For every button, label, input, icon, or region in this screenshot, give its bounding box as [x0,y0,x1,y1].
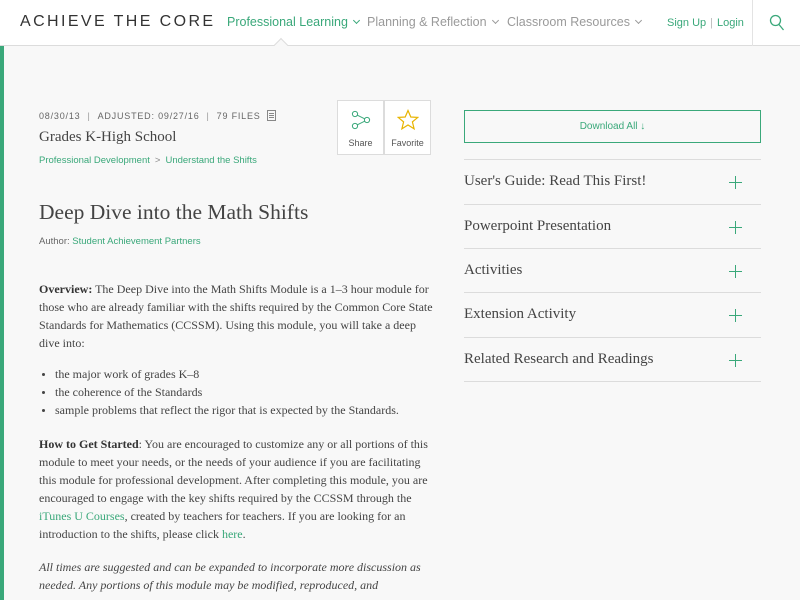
chevron-down-icon [635,17,642,24]
nav-label: Planning & Reflection [367,15,487,29]
adjusted-date: ADJUSTED: 09/27/16 [97,111,200,121]
share-button[interactable] [337,100,384,155]
site-header [0,0,800,46]
section-label: Related Research and Readings [464,351,654,367]
nav-professional-learning[interactable] [227,15,359,29]
section-powerpoint[interactable] [464,204,761,249]
resource-meta [39,110,276,121]
star-icon [397,109,419,131]
section-extension-activity[interactable] [464,292,761,337]
meta-divider: | [206,111,210,121]
favorite-label: Favorite [391,138,424,148]
page-title: Deep Dive into the Math Shifts [39,200,309,224]
auth-separator: | [710,17,713,29]
author-link[interactable]: Student Achievement Partners [72,236,201,247]
plus-icon[interactable] [729,309,742,322]
share-label: Share [348,138,373,148]
list-item: the major work of grades K–8 [39,365,434,383]
breadcrumb-separator: > [154,155,161,166]
file-count: 79 FILES [216,111,261,121]
section-related-research[interactable] [464,337,761,382]
overview-list [39,365,434,419]
overview-text: The Deep Dive into the Math Shifts Module is a 1–3 hour module for those who are already familiar with the shifts required by the Common Core State Standards for Mathematics (CCSSM). Using this module, you will take a deep dive into: [39,282,433,350]
section-label: Powerpoint Presentation [464,218,612,234]
plus-icon[interactable] [729,176,742,189]
itunes-courses-link[interactable]: iTunes U Courses [39,509,125,523]
resource-description [39,280,434,600]
overview-paragraph [39,280,434,352]
plus-icon[interactable] [729,265,742,278]
accent-bar [0,46,4,600]
breadcrumb [39,155,257,166]
chevron-down-icon [491,17,498,24]
breadcrumb-understand-shifts[interactable]: Understand the Shifts [165,155,257,166]
download-all-button[interactable]: Download All ↓ [464,110,761,143]
document-icon [267,110,276,121]
getting-started-text-3: . [242,527,246,541]
auth-links [667,17,744,29]
author-line [39,236,201,247]
section-users-guide[interactable] [464,159,761,204]
getting-started-label: How to Get Started [39,437,139,451]
chevron-down-icon [353,17,360,24]
here-link[interactable]: here [221,527,243,541]
times-note: All times are suggested and can be expanded to incorporate more discussion as needed. Any portions of this module may be modified, reproduced, and [39,560,421,592]
login-link[interactable]: Login [717,17,744,29]
nav-label: Classroom Resources [507,15,630,29]
nav-classroom-resources[interactable] [507,15,641,29]
posted-date: 08/30/13 [39,111,81,121]
search-button[interactable] [752,0,800,46]
site-logo[interactable]: ACHIEVE THE CORE [20,13,216,30]
nav-planning-reflection[interactable] [367,15,498,29]
sign-up-link[interactable]: Sign Up [667,17,707,29]
getting-started-text-2: , created by teachers for teachers. If you are looking for an introduction to the shifts, please click [39,509,406,541]
section-activities[interactable] [464,248,761,293]
plus-icon[interactable] [729,221,742,234]
list-item: sample problems that reflect the rigor that is expected by the Standards. [39,401,434,419]
section-label: Extension Activity [464,306,577,322]
nav-label: Professional Learning [227,15,348,29]
getting-started-paragraph [39,435,434,543]
grade-level: Grades K-High School [39,129,177,145]
overview-label: Overview: [39,282,93,296]
section-label: User's Guide: Read This First! [464,173,647,189]
getting-started-text: : You are encouraged to customize any or all portions of this module to meet your needs, or the needs of your audience if you are facilitating this module for professional development. After completing this module, you are encouraged to engage with the key shifts required by the CCSSM through the [39,437,428,505]
list-item: the coherence of the Standards [39,383,434,401]
author-prefix: Author: [39,236,70,247]
favorite-button[interactable] [384,100,431,155]
breadcrumb-professional-development[interactable]: Professional Development [39,155,150,166]
section-label: Activities [464,262,523,278]
meta-divider: | [87,111,91,121]
plus-icon[interactable] [729,354,742,367]
search-icon [769,14,785,32]
share-icon [351,110,371,130]
